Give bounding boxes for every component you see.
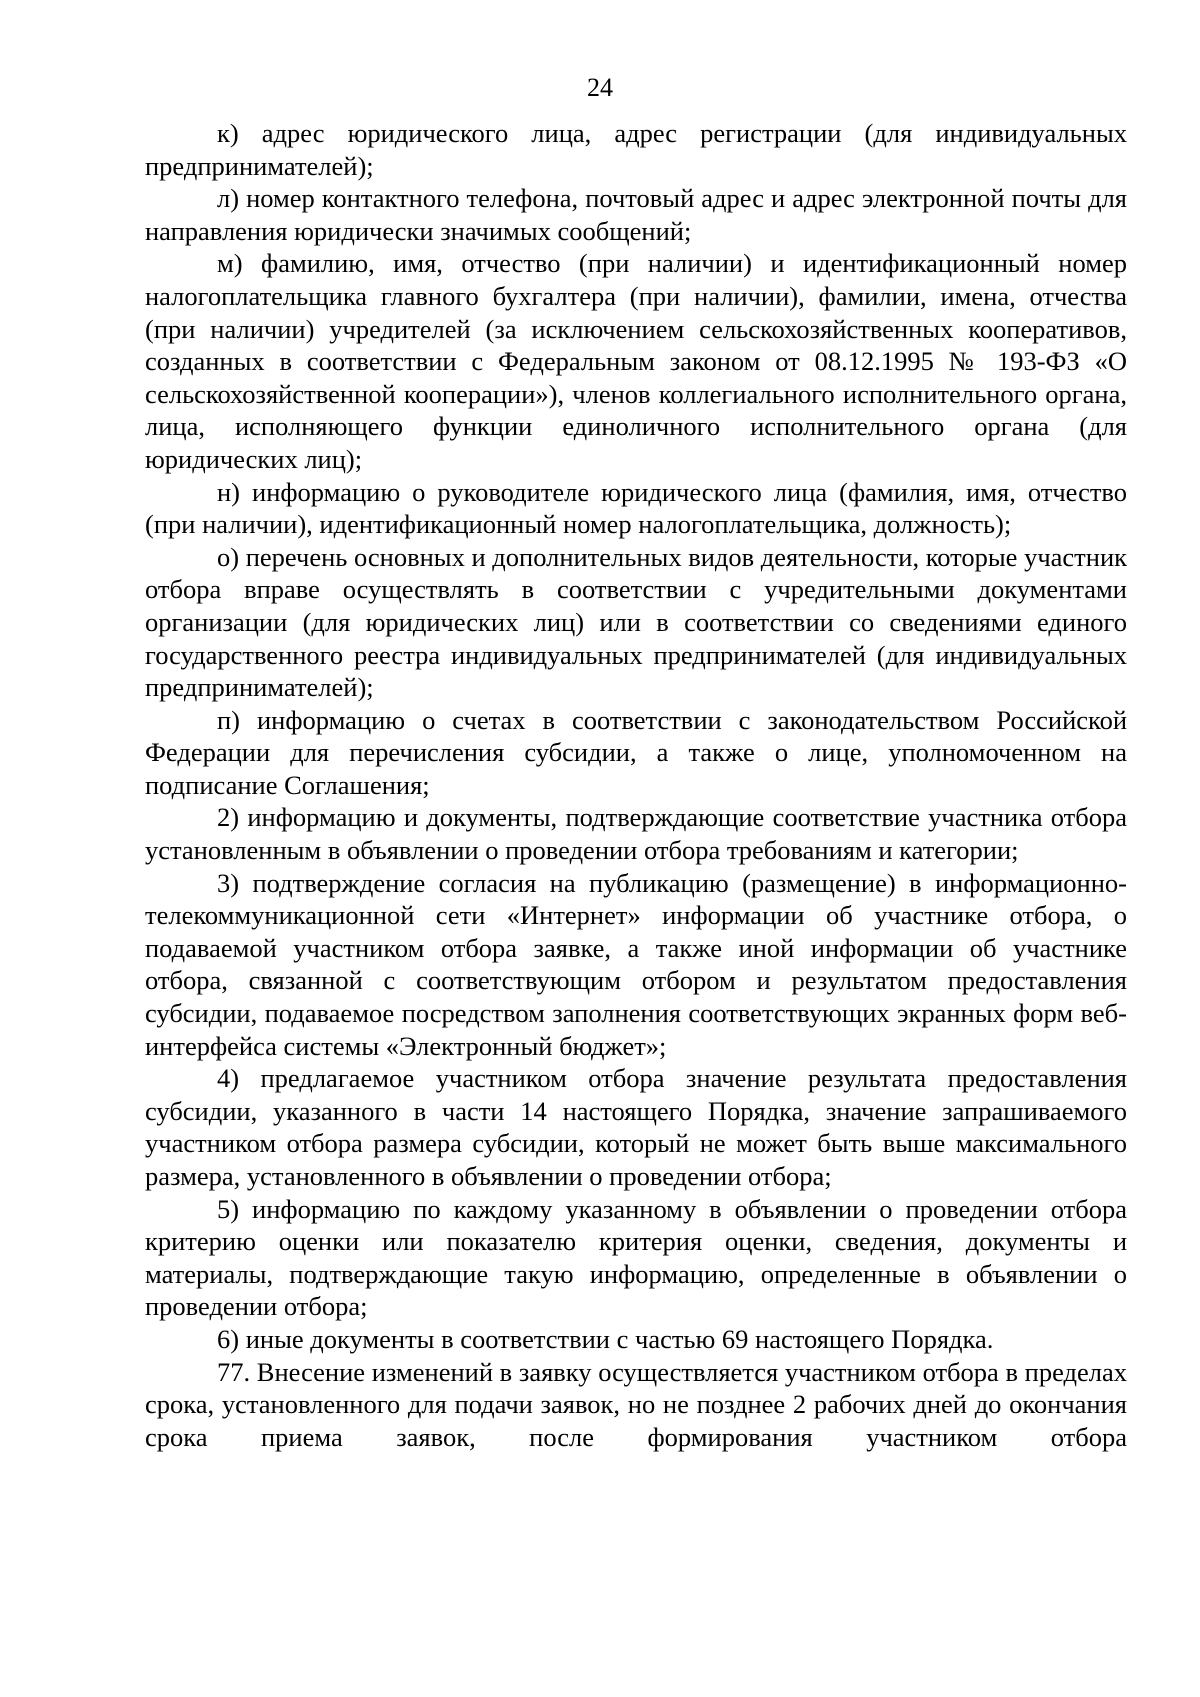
paragraph-2-documents: 2) информацию и документы, подтверждающие соответствие участника отбора установленным в объявлении о проведении отбора требованиям и категории; (145, 802, 1127, 866)
document-body (145, 117, 1127, 1453)
paragraph-n-director: н) информацию о руководителе юридического лица (фамилия, имя, отчество (при наличии), идентификационный номер налогоплательщика, должность); (145, 476, 1127, 540)
paragraph-m-names: м) фамилию, имя, отчество (при наличии) и идентификационный номер налогоплательщика главного бухгалтера (при наличии), фамилии, имена, отчества (при наличии) учредителей (за исключением сельскохозяйственных кооперативов, созданных в соответствии с Федеральным законом от 08.12.1995 № 193-ФЗ «О сельскохозяйственной кооперации»), членов коллегиального исполнительного органа, лица, исполняющего функции единоличного исполнительного органа (для юридических лиц); (145, 248, 1127, 474)
paragraph-4-result-value: 4) предлагаемое участником отбора значение результата предоставления субсидии, указанного в части 14 настоящего Порядка, значение запрашиваемого участником отбора размера субсидии, который не может быть выше максимального размера, установленного в объявлении о проведении отбора; (145, 1063, 1127, 1191)
page-number: 24 (587, 73, 613, 102)
paragraph-o-activities: о) перечень основных и дополнительных видов деятельности, которые участник отбора вправе осуществлять в соответствии с учредительными документами организации (для юридических лиц) или в соответствии со сведениями единого государственного реестра индивидуальных предпринимателей (для индивидуальных предпринимателей); (145, 541, 1127, 703)
paragraph-3-consent: 3) подтверждение согласия на публикацию (размещение) в информационно-телекоммуникационной сети «Интернет» информации об участнике отбора, о подаваемой участником отбора заявке, а также иной информации об участнике отбора, связанной с соответствующим отбором и результатом предоставления субсидии, подаваемое посредством заполнения соответствующих экранных форм веб-интерфейса системы «Электронный бюджет»; (145, 867, 1127, 1061)
paragraph-k-address: к) адрес юридического лица, адрес регистрации (для индивидуальных предпринимателей); (145, 118, 1127, 181)
paragraph-6-other-documents: 6) иные документы в соответствии с частью 69 настоящего Порядка. (217, 1323, 994, 1354)
paragraph-5-criteria: 5) информацию по каждому указанному в объявлении о проведении отбора критерию оценки или показателю критерия оценки, сведения, документы и материалы, подтверждающие такую информацию, определенные в объявлении о проведении отбора; (145, 1193, 1127, 1322)
paragraph-77-changes: 77. Внесение изменений в заявку осуществляется участником отбора в пределах срока, установленного для подачи заявок, но не позднее 2 рабочих дней до окончания срока приема заявок, после формирования участником отбора (145, 1356, 1127, 1452)
paragraph-l-contacts: л) номер контактного телефона, почтовый адрес и адрес электронной почты для направления юридически значимых сообщений; (145, 183, 1127, 246)
paragraph-p-accounts: п) информацию о счетах в соответствии с законодательством Российской Федерации для перечисления субсидии, а также о лице, уполномоченном на подписание Соглашения; (145, 704, 1127, 800)
